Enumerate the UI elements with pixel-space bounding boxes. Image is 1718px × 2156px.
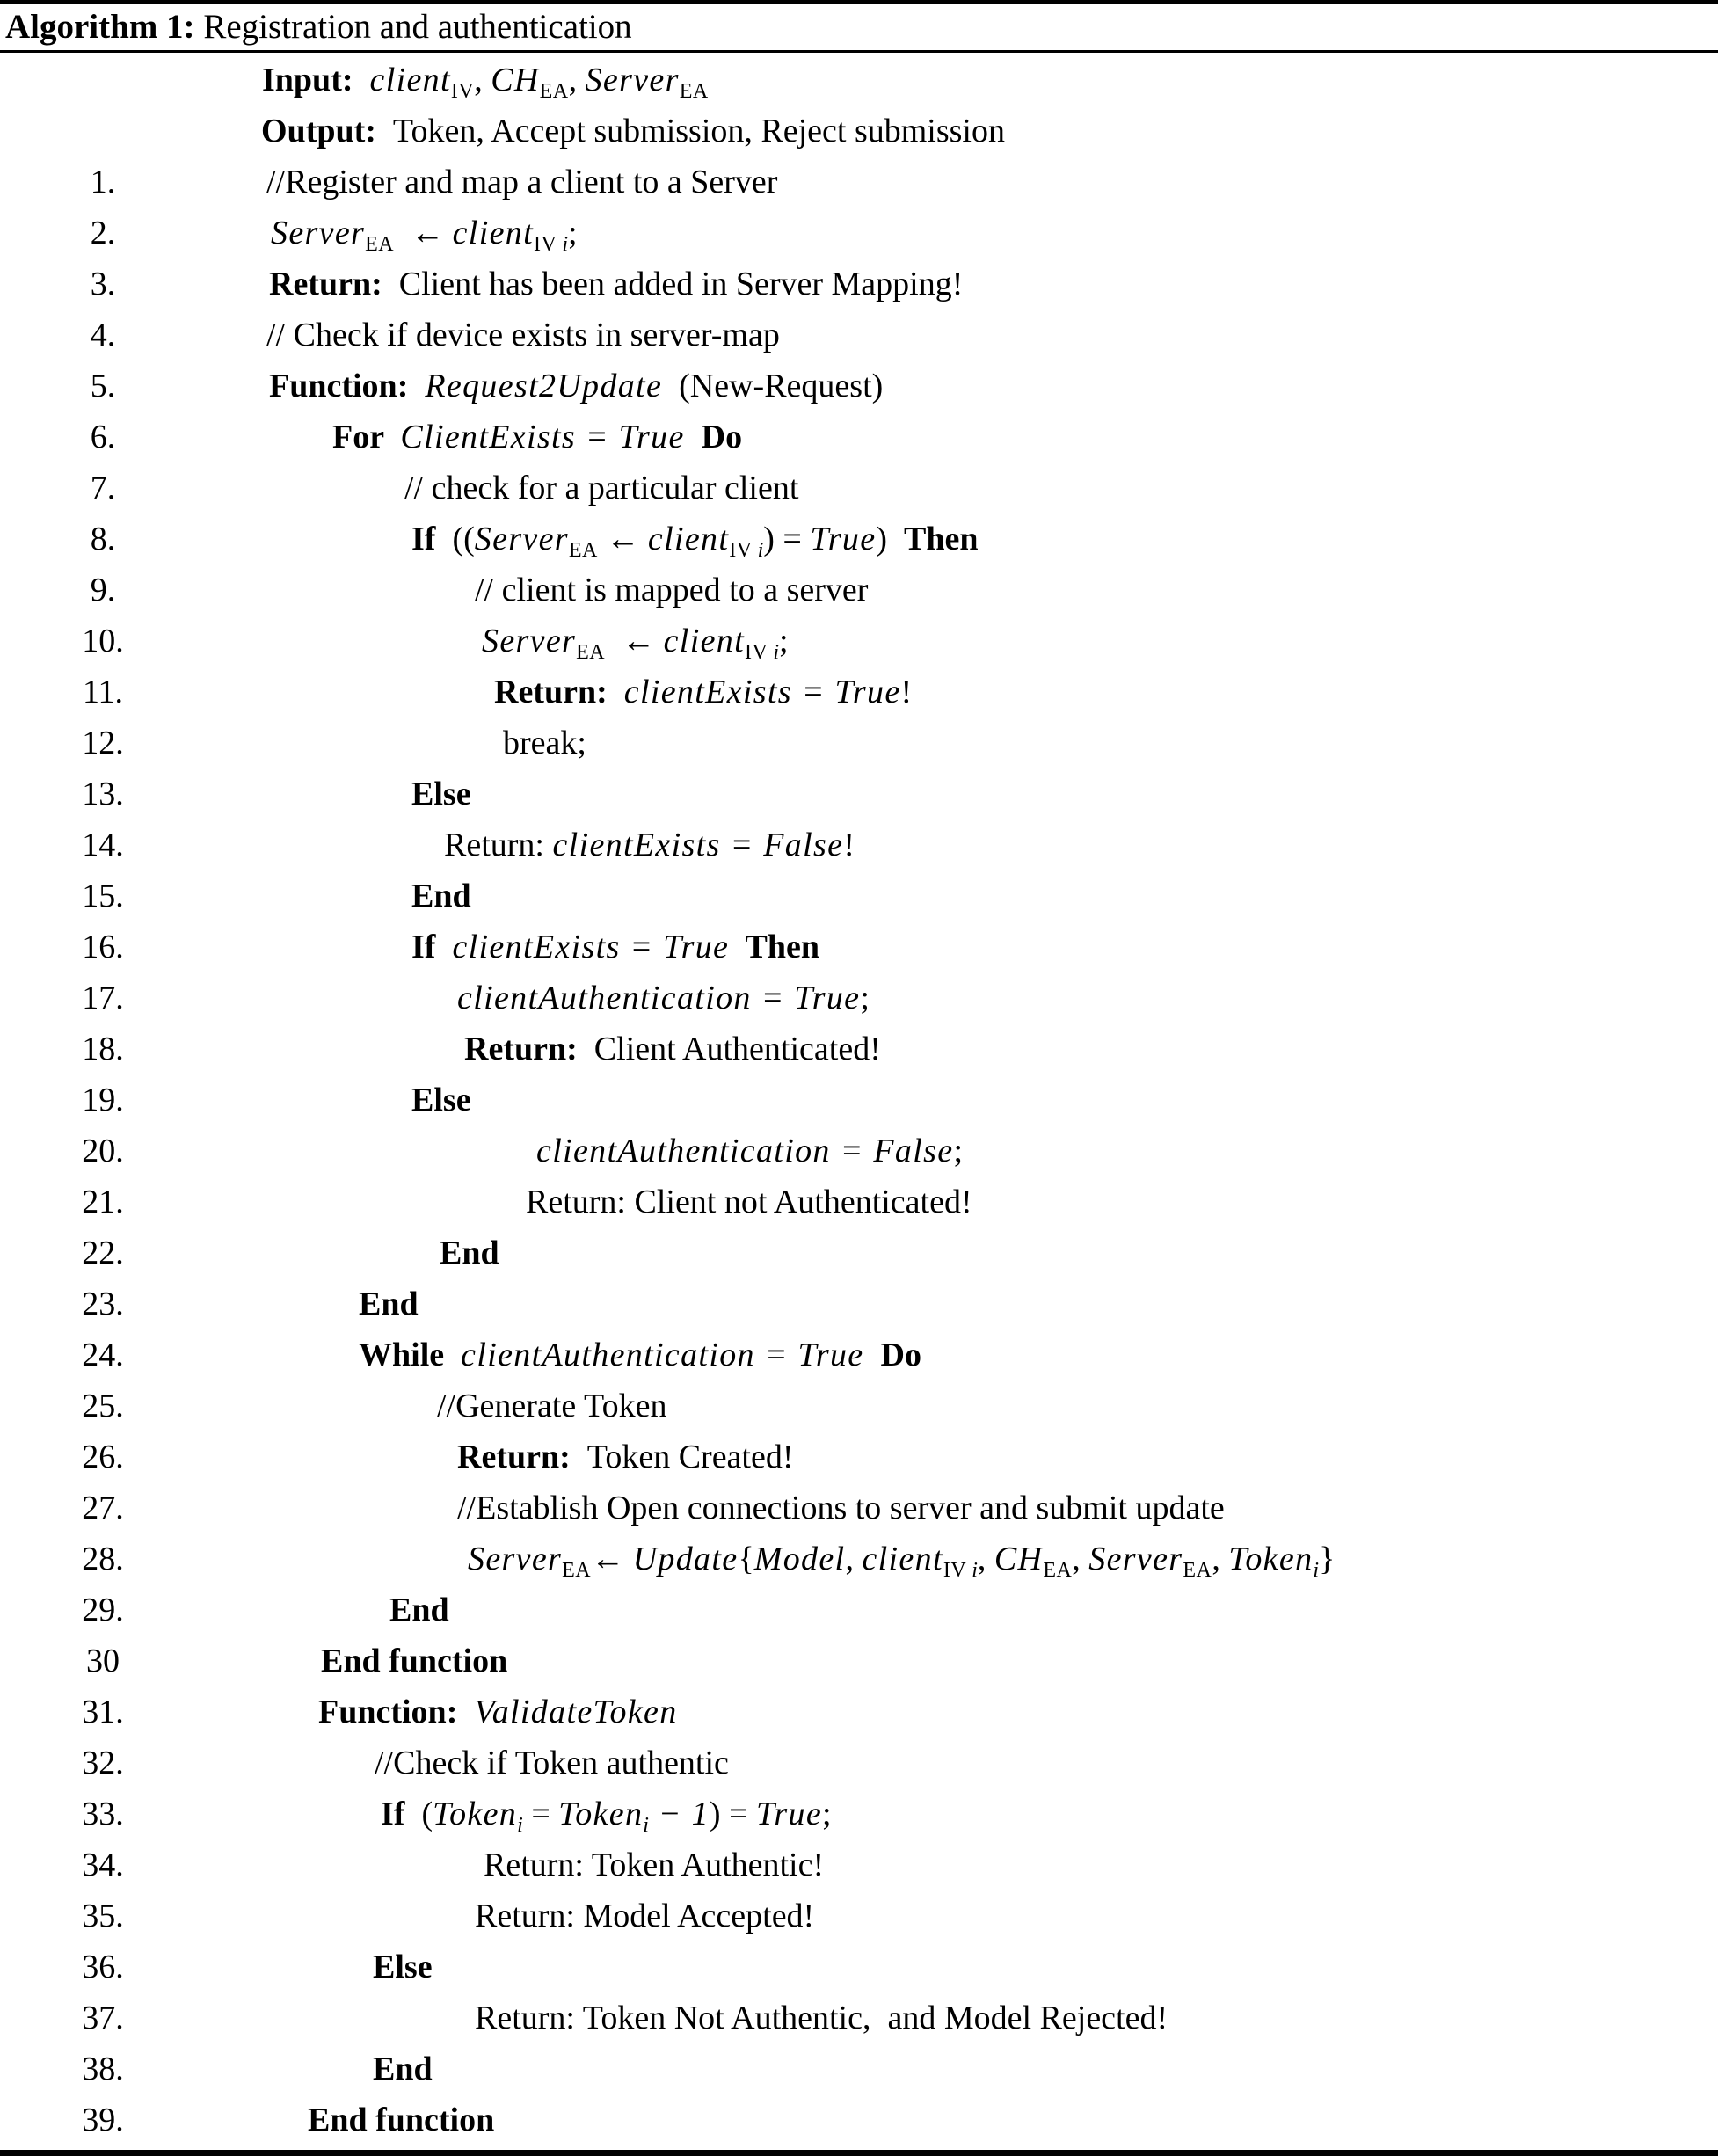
line-segment: //Register and map a client to a Server: [266, 164, 778, 200]
line-content: [526, 1176, 972, 1227]
line-content: [475, 1992, 1168, 2043]
line-segment: //Check if Token authentic: [375, 1744, 729, 1781]
line-segment: Else: [411, 776, 471, 812]
algorithm-line: [0, 1278, 1718, 1329]
line-content: [457, 1482, 1225, 1533]
line-segment: ←: [591, 1541, 633, 1577]
algorithm-body: [0, 55, 1718, 2145]
line-segment: client: [663, 623, 745, 659]
line-content: [261, 106, 1005, 157]
line-number: 25.: [82, 1388, 124, 1424]
line-segment: For: [332, 419, 401, 455]
line-segment: Token: [558, 1795, 644, 1832]
line-segment: End function: [321, 1642, 508, 1679]
line-segment: End: [411, 878, 471, 914]
line-segment: If: [411, 521, 453, 557]
line-segment: Function:: [269, 368, 426, 404]
algorithm-caption: [5, 4, 1718, 50]
line-segment: clientExists = True: [623, 674, 901, 710]
line-segment: ,: [1072, 1541, 1089, 1577]
line-number: 9.: [90, 572, 116, 608]
line-number: 7.: [90, 470, 116, 506]
line-segment: End: [389, 1592, 449, 1628]
line-content: [484, 1839, 824, 1890]
algorithm-line: [0, 615, 1718, 666]
line-segment: Function:: [318, 1693, 475, 1730]
line-segment: Do: [863, 1337, 921, 1373]
line-number: 21.: [82, 1184, 124, 1220]
line-segment: Client has been added in Server Mapping!: [398, 266, 964, 302]
line-content: [444, 819, 855, 870]
line-segment: // check for a particular client: [404, 470, 799, 506]
line-segment: ,: [845, 1541, 863, 1577]
line-segment: client: [369, 62, 451, 98]
algorithm-line: [0, 2043, 1718, 2094]
line-segment: ,: [474, 62, 491, 98]
line-segment: i: [972, 1559, 978, 1582]
line-segment: ,: [977, 1541, 994, 1577]
line-segment: End: [373, 2050, 433, 2087]
line-segment: Token Created!: [586, 1439, 794, 1475]
line-segment: i: [643, 1814, 649, 1837]
line-segment: Return: Client not Authenticated!: [526, 1184, 972, 1220]
line-segment: EA: [1183, 1559, 1212, 1582]
line-segment: End function: [308, 2101, 495, 2138]
line-number: 20.: [82, 1133, 124, 1169]
line-segment: ;: [779, 623, 789, 659]
line-segment: EA: [568, 539, 598, 562]
line-segment: Then: [904, 521, 979, 557]
line-number: 22.: [82, 1235, 124, 1271]
line-segment: ) =: [709, 1795, 757, 1832]
line-segment: //Generate Token: [437, 1388, 667, 1424]
line-number: 10.: [82, 623, 124, 659]
line-segment: EA: [576, 641, 606, 664]
line-segment: Server: [585, 62, 680, 98]
line-segment: Token: [1228, 1541, 1314, 1577]
line-segment: Client Authenticated!: [593, 1031, 881, 1067]
line-segment: Input:: [262, 62, 370, 98]
line-segment: Model: [753, 1541, 846, 1577]
line-segment: !: [843, 827, 855, 863]
line-segment: Return:: [444, 827, 553, 863]
algorithm-line: [0, 463, 1718, 514]
line-segment: i: [562, 233, 569, 256]
line-segment: If: [411, 929, 453, 965]
line-segment: i: [773, 641, 780, 664]
line-number: 5.: [90, 368, 116, 404]
line-number: 6.: [90, 419, 116, 455]
line-segment: True: [756, 1795, 823, 1832]
line-segment: }: [1319, 1541, 1336, 1577]
line-segment: EA: [679, 80, 709, 103]
line-segment: clientAuthentication = True: [461, 1337, 864, 1373]
line-segment: EA: [1043, 1559, 1073, 1582]
line-content: [266, 157, 777, 208]
line-number: 34.: [82, 1846, 124, 1883]
line-number: 11.: [82, 674, 124, 710]
line-segment: IV: [745, 641, 774, 664]
algorithm-line: [0, 1788, 1718, 1839]
algorithm-line: [0, 1176, 1718, 1227]
line-segment: CH: [491, 62, 540, 98]
line-segment: ,: [568, 62, 586, 98]
algorithm-line: [0, 1023, 1718, 1074]
line-segment: clientExists = True: [452, 929, 730, 965]
algorithm-line: [0, 259, 1718, 310]
line-number: 4.: [90, 317, 116, 353]
line-number: 3.: [90, 266, 116, 302]
line-number: 16.: [82, 929, 124, 965]
algorithm-line: [0, 972, 1718, 1023]
line-segment: clientExists = False: [552, 827, 844, 863]
line-segment: Token, Accept submission, Reject submission: [392, 113, 1005, 149]
algorithm-line: [0, 1584, 1718, 1635]
line-segment: i: [757, 539, 764, 562]
line-content: [411, 1074, 471, 1125]
line-segment: Do: [684, 419, 743, 455]
line-segment: CH: [994, 1541, 1044, 1577]
line-number: 19.: [82, 1082, 124, 1118]
algorithm-line: [0, 412, 1718, 463]
line-segment: =: [522, 1795, 559, 1832]
line-segment: Server: [482, 623, 577, 659]
algorithm-line: [0, 310, 1718, 361]
line-number: 24.: [82, 1337, 124, 1373]
line-segment: !: [900, 674, 913, 710]
line-content: [359, 1278, 419, 1329]
line-segment: i: [517, 1814, 523, 1837]
line-segment: clientAuthentication = True: [457, 980, 861, 1016]
line-number: 12.: [82, 725, 124, 761]
line-content: [375, 1737, 729, 1788]
line-number: 33.: [82, 1795, 124, 1832]
algorithm-line: [0, 1125, 1718, 1176]
line-content: [373, 2043, 433, 2094]
line-content: [475, 1890, 814, 1941]
line-segment: ;: [822, 1795, 832, 1832]
algorithm-line: [0, 1074, 1718, 1125]
algorithm-line: [0, 361, 1718, 412]
line-content: [411, 768, 471, 819]
line-segment: While: [359, 1337, 462, 1373]
line-segment: If: [381, 1795, 422, 1832]
algorithm-line: [0, 157, 1718, 208]
line-number: 39.: [82, 2101, 124, 2138]
line-segment: ) =: [763, 521, 811, 557]
line-segment: EA: [365, 233, 395, 256]
algorithm-line: [0, 1686, 1718, 1737]
line-segment: //Establish Open connections to server and submit update: [457, 1490, 1225, 1526]
line-content: [404, 463, 798, 514]
line-segment: Output:: [261, 113, 393, 149]
algorithm-line: [0, 768, 1718, 819]
line-number: 18.: [82, 1031, 124, 1067]
line-segment: IV: [534, 233, 563, 256]
line-segment: Server: [271, 215, 366, 251]
algorithm-line: [0, 1533, 1718, 1584]
line-segment: Server: [468, 1541, 563, 1577]
line-content: [269, 361, 883, 412]
algorithm-line: [0, 1890, 1718, 1941]
line-segment: Return: Token Not Authentic, and Model Rejected!: [475, 1999, 1168, 2036]
line-segment: // client is mapped to a server: [475, 572, 869, 608]
algorithm-line: [0, 106, 1718, 157]
algorithm-line: [0, 514, 1718, 564]
line-content: [457, 972, 870, 1023]
line-segment: ,: [1212, 1541, 1229, 1577]
line-number: 37.: [82, 1999, 124, 2036]
line-segment: {: [738, 1541, 754, 1577]
line-segment: ;: [860, 980, 870, 1016]
line-content: [359, 1329, 921, 1380]
line-segment: EA: [562, 1559, 592, 1582]
algorithm-line: [0, 1992, 1718, 2043]
algorithm-line: [0, 870, 1718, 921]
algorithm-line: [0, 564, 1718, 615]
line-segment: ): [876, 521, 905, 557]
line-segment: // Check if device exists in server-map: [266, 317, 780, 353]
line-segment: ValidateToken: [474, 1693, 678, 1730]
bottom-rule: [0, 2150, 1718, 2156]
line-segment: Return: Token Authentic!: [484, 1846, 825, 1883]
line-content: [269, 259, 963, 310]
algorithm-line: [0, 1839, 1718, 1890]
line-number: 29.: [82, 1592, 124, 1628]
line-segment: End: [359, 1286, 419, 1322]
line-segment: Server: [1088, 1541, 1183, 1577]
line-segment: True: [810, 521, 877, 557]
line-content: [332, 412, 742, 463]
line-segment: Return:: [457, 1439, 587, 1475]
line-number: 13.: [82, 776, 124, 812]
algorithm-line: [0, 1431, 1718, 1482]
line-content: [440, 1227, 499, 1278]
line-segment: client: [862, 1541, 943, 1577]
line-segment: Update: [632, 1541, 739, 1577]
line-content: [464, 1023, 881, 1074]
algorithm-line: [0, 717, 1718, 768]
line-segment: (New-Request): [662, 368, 884, 404]
line-content: [503, 717, 586, 768]
line-segment: Request2Update: [425, 368, 663, 404]
line-segment: Return: Model Accepted!: [475, 1897, 815, 1934]
line-number: 28.: [82, 1541, 124, 1577]
line-content: [373, 1941, 433, 1992]
line-segment: ((: [452, 521, 475, 557]
line-number: 14.: [82, 827, 124, 863]
line-content: [494, 666, 912, 717]
line-segment: Return:: [269, 266, 399, 302]
line-segment: ←: [597, 521, 648, 557]
header-rule: [0, 50, 1718, 53]
line-segment: − 1: [648, 1795, 710, 1832]
line-number: 23.: [82, 1286, 124, 1322]
algorithm-line: [0, 1737, 1718, 1788]
line-segment: Server: [474, 521, 569, 557]
line-number: 1.: [90, 164, 116, 200]
line-segment: ClientExists = True: [400, 419, 685, 455]
line-number: 27.: [82, 1490, 124, 1526]
line-segment: Return:: [464, 1031, 594, 1067]
algorithm-line: [0, 1635, 1718, 1686]
algorithm-line: [0, 208, 1718, 259]
line-segment: ←: [605, 623, 664, 659]
line-segment: clientAuthentication = False: [536, 1133, 954, 1169]
line-number: 8.: [90, 521, 116, 557]
line-segment: Then: [729, 929, 820, 965]
line-number: 30: [86, 1642, 120, 1679]
algorithm-line: [0, 55, 1718, 106]
line-segment: client: [452, 215, 534, 251]
line-content: [411, 870, 471, 921]
algorithm-line: [0, 1482, 1718, 1533]
algorithm-line: [0, 1380, 1718, 1431]
line-number: 2.: [90, 215, 116, 251]
line-segment: ;: [953, 1133, 964, 1169]
line-segment: EA: [539, 80, 569, 103]
line-segment: break;: [503, 725, 586, 761]
line-content: [321, 1635, 507, 1686]
line-content: [457, 1431, 794, 1482]
line-number: 38.: [82, 2050, 124, 2087]
line-segment: Token: [433, 1795, 518, 1832]
line-segment: i: [1313, 1559, 1320, 1582]
algorithm-line: [0, 2094, 1718, 2145]
line-segment: ←: [394, 215, 453, 251]
line-content: [437, 1380, 666, 1431]
line-segment: Else: [411, 1082, 471, 1118]
line-number: 36.: [82, 1948, 124, 1985]
line-content: [411, 921, 819, 972]
line-segment: Return:: [494, 674, 624, 710]
line-segment: IV: [450, 80, 475, 103]
algorithm-line: [0, 1329, 1718, 1380]
algorithm-line: [0, 819, 1718, 870]
line-number: 31.: [82, 1693, 124, 1730]
line-segment: IV: [729, 539, 758, 562]
line-segment: Else: [373, 1948, 433, 1985]
line-content: [308, 2094, 494, 2145]
line-content: [266, 310, 780, 361]
algorithm-line: [0, 921, 1718, 972]
line-segment: IV: [943, 1559, 972, 1582]
line-number: 35.: [82, 1897, 124, 1934]
line-content: [389, 1584, 449, 1635]
line-segment: ;: [568, 215, 578, 251]
line-content: [536, 1125, 963, 1176]
line-segment: (: [421, 1795, 433, 1832]
line-number: 26.: [82, 1439, 124, 1475]
algorithm-line: [0, 666, 1718, 717]
line-number: 32.: [82, 1744, 124, 1781]
algorithm-caption-title: Registration and authentication: [194, 8, 632, 46]
line-segment: client: [647, 521, 730, 557]
algorithm-line: [0, 1227, 1718, 1278]
algorithm-line: [0, 1941, 1718, 1992]
line-content: [475, 564, 868, 615]
line-number: 17.: [82, 980, 124, 1016]
line-segment: End: [440, 1235, 499, 1271]
line-number: 15.: [82, 878, 124, 914]
algorithm-caption-label: Algorithm 1:: [5, 8, 195, 46]
line-content: [318, 1686, 678, 1737]
